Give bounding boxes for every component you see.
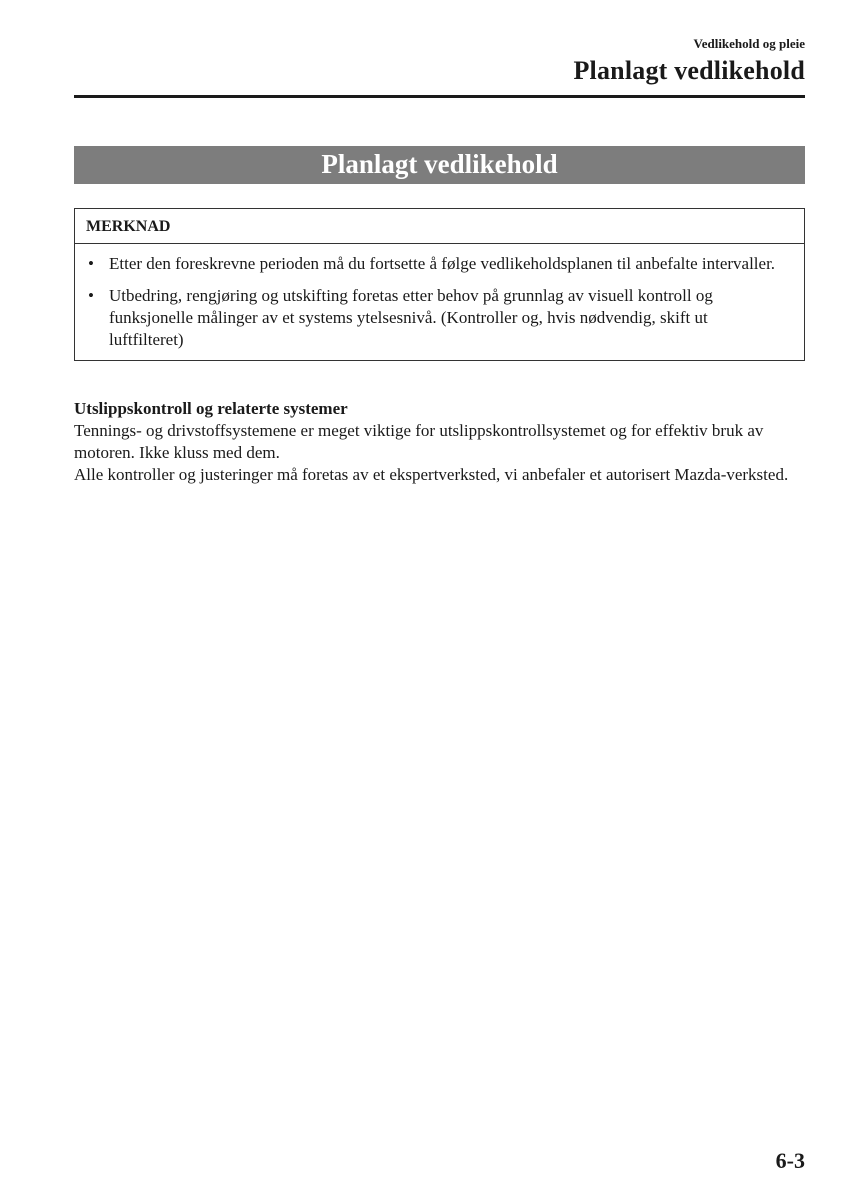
bullet-icon: • bbox=[88, 254, 94, 273]
note-item bbox=[88, 285, 786, 351]
header-divider bbox=[74, 95, 805, 98]
page-number: 6-3 bbox=[775, 1148, 805, 1173]
bullet-icon: • bbox=[88, 286, 94, 305]
note-list bbox=[75, 244, 804, 360]
note-item-text: Etter den foreskrevne perioden må du fortsette å følge vedlikeholdsplanen til anbefalte intervaller. bbox=[109, 254, 776, 273]
paragraph: Tennings- og drivstoffsystemene er meget viktige for utslippskontrollsystemet og for effektiv bruk av motoren. Ikke kluss med dem. bbox=[74, 421, 764, 462]
note-item bbox=[88, 253, 786, 275]
running-header-title: Planlagt vedlikehold bbox=[573, 56, 805, 85]
body-text bbox=[74, 398, 805, 486]
paragraph: Alle kontroller og justeringer må foretas av et ekspertverksted, vi anbefaler et autorisert Mazda-verksted. bbox=[74, 465, 789, 484]
subheading: Utslippskontroll og relaterte systemer bbox=[74, 399, 348, 418]
section-banner: Planlagt vedlikehold bbox=[74, 146, 805, 184]
running-header-section: Vedlikehold og pleie bbox=[693, 36, 805, 51]
note-heading: MERKNAD bbox=[75, 209, 804, 244]
note-box bbox=[74, 208, 805, 361]
note-item-text: Utbedring, rengjøring og utskifting foretas etter behov på grunnlag av visuell kontroll og funksjonelle målinger av et systems ytelsesnivå. (Kontroller og, hvis nødvendig, skift ut luftfilteret) bbox=[109, 286, 713, 349]
